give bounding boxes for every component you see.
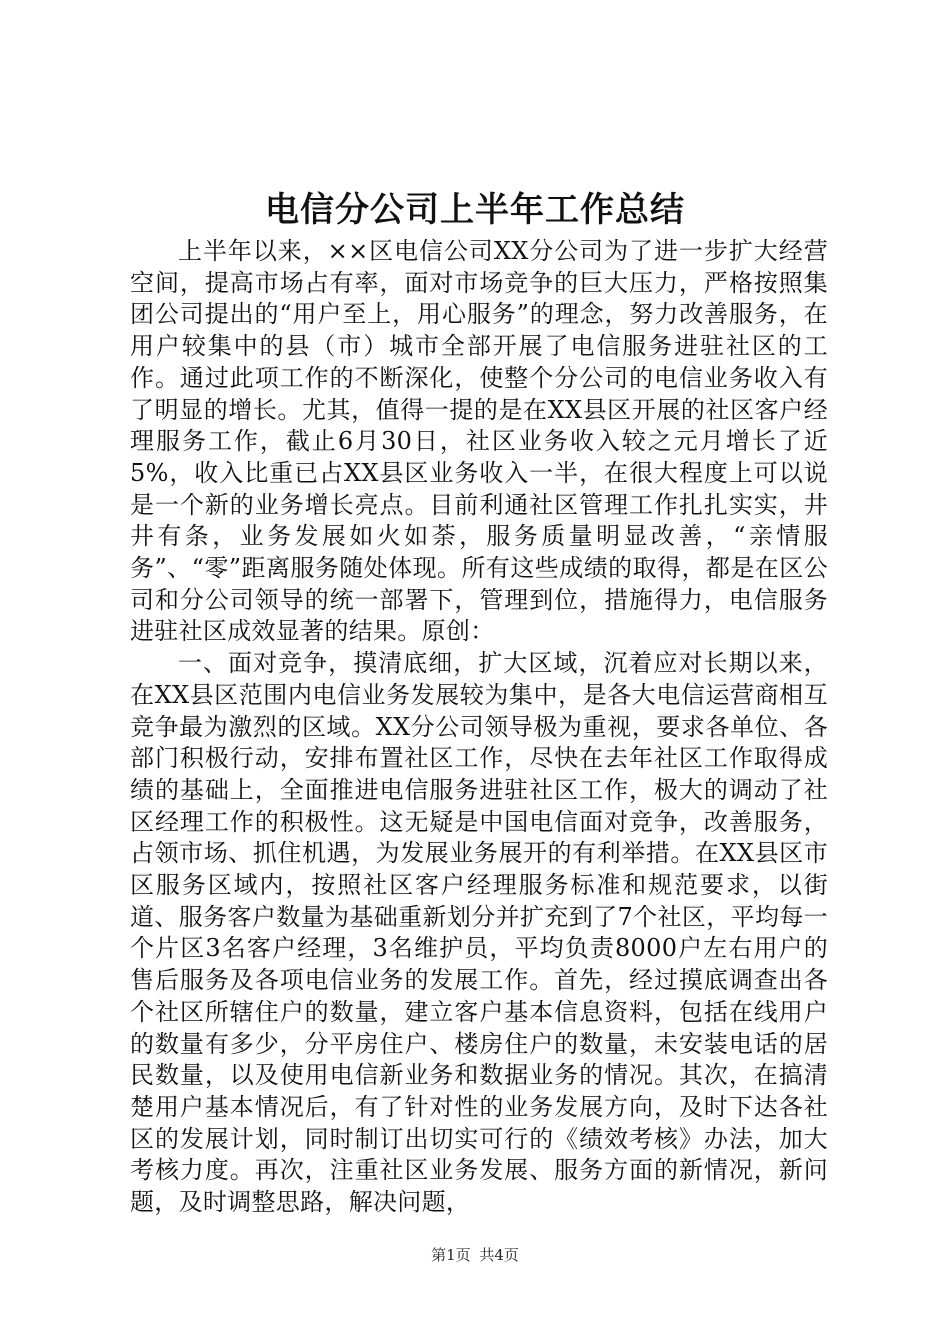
- paragraph-section-1: 一、面对竞争，摸清底细，扩大区域，沉着应对长期以来，在XX县区范围内电信业务发展较为集中，是各大电信运营商相互竞争最为激烈的区域。XX分公司领导极为重视，要求各单位、各部门积极行动，安排布置社区工作，尽快在去年社区工作取得成绩的基础上，全面推进电信服务进驻社区工作，极大的调动了社区经理工作的积极性。这无疑是中国电信面对竞争，改善服务，占领市场、抓住机遇，为发展业务展开的有利举措。在XX县区市区服务区域内，按照社区客户经理服务标准和规范要求，以街道、服务客户数量为基础重新划分并扩充到了7个社区，平均每一个片区3名客户经理，3名维护员，平均负责8000户左右用户的售后服务及各项电信业务的发展工作。首先，经过摸底调查出各个社区所辖住户的数量，建立客户基本信息资料，包括在线用户的数量有多少，分平房住户、楼房住户的数量，未安装电话的居民数量，以及使用电信新业务和数据业务的情况。其次，在搞清楚用户基本情况后，有了针对性的业务发展方向，及时下达各社区的发展计划，同时制订出切实可行的《绩效考核》办法，加大考核力度。再次，注重社区业务发展、服务方面的新情况，新问题，及时调整思路，解决问题，: [130, 649, 828, 1217]
- document-title: 电信分公司上半年工作总结: [265, 190, 685, 230]
- page-footer: [0, 1244, 950, 1265]
- document-body: [130, 236, 828, 1219]
- page-number: 第1页: [431, 1246, 471, 1264]
- paragraph-intro: 上半年以来，××区电信公司XX分公司为了进一步扩大经营空间，提高市场占有率，面对市场竞争的巨大压力，严格按照集团公司提出的“用户至上，用心服务”的理念，努力改善服务，在用户较集中的县（市）城市全部开展了电信服务进驻社区的工作。通过此项工作的不断深化，使整个分公司的电信业务收入有了明显的增长。尤其，值得一提的是在XX县区开展的社区客户经理服务工作，截止6月30日，社区业务收入较之元月增长了近5%，收入比重已占XX县区业务收入一半，在很大程度上可以说是一个新的业务增长亮点。目前利通社区管理工作扎扎实实，井井有条，业务发展如火如荼，服务质量明显改善，“亲情服务”、“零”距离服务随处体现。所有这些成绩的取得，都是在区公司和分公司领导的统一部署下，管理到位，措施得力，电信服务进驻社区成效显著的结果。原创：: [130, 237, 828, 646]
- page-total: 共4页: [479, 1246, 519, 1264]
